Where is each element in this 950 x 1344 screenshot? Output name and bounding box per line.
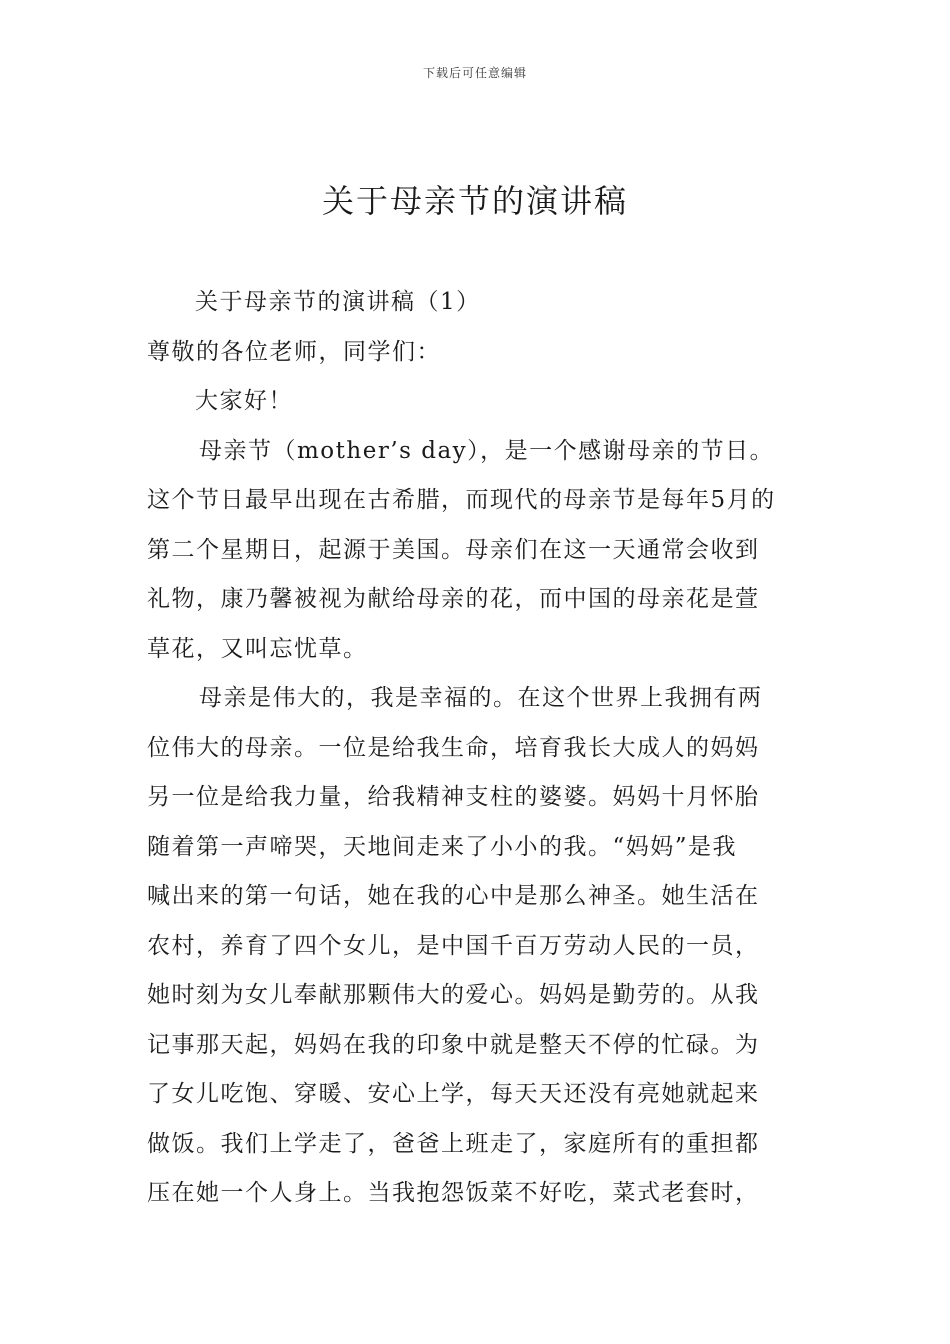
paragraph-2	[147, 674, 809, 1219]
paragraph-line: 母亲是伟大的，我是幸福的。在这个世界上我拥有两	[199, 685, 763, 711]
paragraph-line: 草花，又叫忘忧草。	[147, 635, 368, 662]
document-title: 关于母亲节的演讲稿	[321, 182, 628, 220]
greeting: 大家好！	[195, 388, 293, 414]
paragraph-line: 喊出来的第一句话，她在我的心中是那么神圣。她生活在	[147, 883, 760, 909]
paragraph-line: 了女儿吃饱、穿暖、安心上学，每天天还没有亮她就起来	[147, 1081, 760, 1107]
paragraph-line: 做饭。我们上学走了，爸爸上班走了，家庭所有的重担都	[147, 1130, 760, 1157]
paragraph-1	[147, 427, 809, 675]
paragraph-line: 农村，养育了四个女儿，是中国千百万劳动人民的一员，	[147, 932, 760, 959]
paragraph-line: 位伟大的母亲。一位是给我生命，培育我长大成人的妈妈	[147, 734, 760, 761]
paragraph-line: 礼物，康乃馨被视为献给母亲的花，而中国的母亲花是萱	[147, 586, 760, 612]
paragraph-line: 记事那天起，妈妈在我的印象中就是整天不停的忙碌。为	[147, 1031, 760, 1058]
paragraph-line: 第二个星期日，起源于美国。母亲们在这一天通常会收到	[147, 536, 760, 563]
page-header-note: 下载后可任意编辑	[422, 66, 527, 80]
salutation: 尊敬的各位老师，同学们：	[147, 338, 441, 365]
document-body	[147, 278, 809, 1219]
document-subtitle: 关于母亲节的演讲稿（1）	[195, 289, 481, 315]
paragraph-line: 这个节日最早出现在古希腊，而现代的母亲节是每年5月的	[147, 487, 776, 513]
paragraph-line: 随着第一声啼哭，天地间走来了小小的我。“妈妈”是我	[147, 833, 738, 860]
paragraph-line: 母亲节（mother’s day），是一个感谢母亲的节日。	[199, 437, 775, 464]
paragraph-line: 压在她一个人身上。当我抱怨饭菜不好吃，菜式老套时，	[147, 1180, 760, 1206]
paragraph-line: 另一位是给我力量，给我精神支柱的婆婆。妈妈十月怀胎	[147, 784, 760, 810]
paragraph-line: 她时刻为女儿奉献那颗伟大的爱心。妈妈是勤劳的。从我	[147, 982, 760, 1008]
